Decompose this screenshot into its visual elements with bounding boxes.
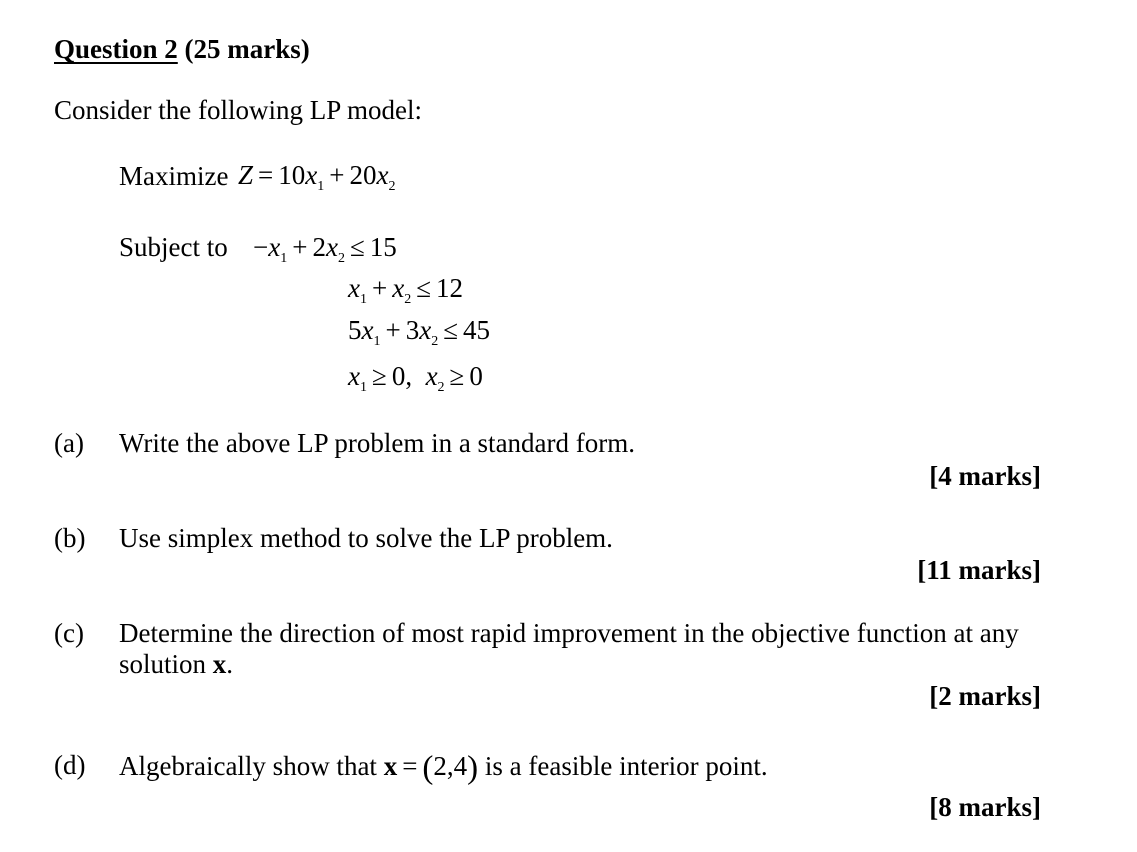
- question-heading: [54, 36, 310, 63]
- part-c-label: (c): [54, 618, 84, 648]
- constraint-nonnegativity: $x_1 \ge 0$, $x_2 \ge 0$: [348, 361, 483, 395]
- part-c-text-line2: [119, 651, 233, 678]
- part-c-text: Determine the direction of most rapid improvement in the objective function at any: [119, 618, 1019, 648]
- constraint-3: $5x_1 + 3x_2 \le 45$: [348, 315, 491, 349]
- part-a-marks: [4 marks]: [929, 461, 1041, 491]
- question-total-marks: (25 marks): [177, 34, 310, 64]
- part-d-text-post: is a feasible interior point.: [478, 751, 768, 781]
- constraint-2: $x_1 + x_2 \le 12$: [348, 273, 464, 307]
- objective-function: $Z = 10x_1 + 20x_2$: [238, 160, 396, 194]
- objective-label: Maximize: [119, 161, 229, 191]
- part-b-marks: [11 marks]: [917, 555, 1041, 585]
- intro-text: Consider the following LP model:: [54, 95, 422, 125]
- question-number: Question 2: [54, 34, 178, 64]
- part-c-vector-x: x: [212, 649, 227, 679]
- part-b-label: (b): [54, 523, 86, 553]
- part-d-text: [119, 752, 768, 785]
- part-b-text: Use simplex method to solve the LP problem.: [119, 523, 613, 553]
- part-c-text2-pre: solution: [119, 649, 213, 679]
- part-d-marks: [8 marks]: [929, 792, 1041, 822]
- part-a-text: Write the above LP problem in a standard form.: [119, 428, 636, 458]
- part-d-point: x = (2,4): [383, 750, 479, 786]
- subject-to-label: Subject to: [119, 232, 228, 262]
- part-d-label: (d): [54, 750, 86, 780]
- part-c-marks: [2 marks]: [929, 681, 1041, 711]
- part-a-label: (a): [54, 428, 84, 458]
- part-d-text-pre: Algebraically show that: [119, 751, 384, 781]
- constraint-1: $-x_1 + 2x_2 \le 15$: [253, 232, 397, 266]
- part-c-text2-post: .: [226, 649, 234, 679]
